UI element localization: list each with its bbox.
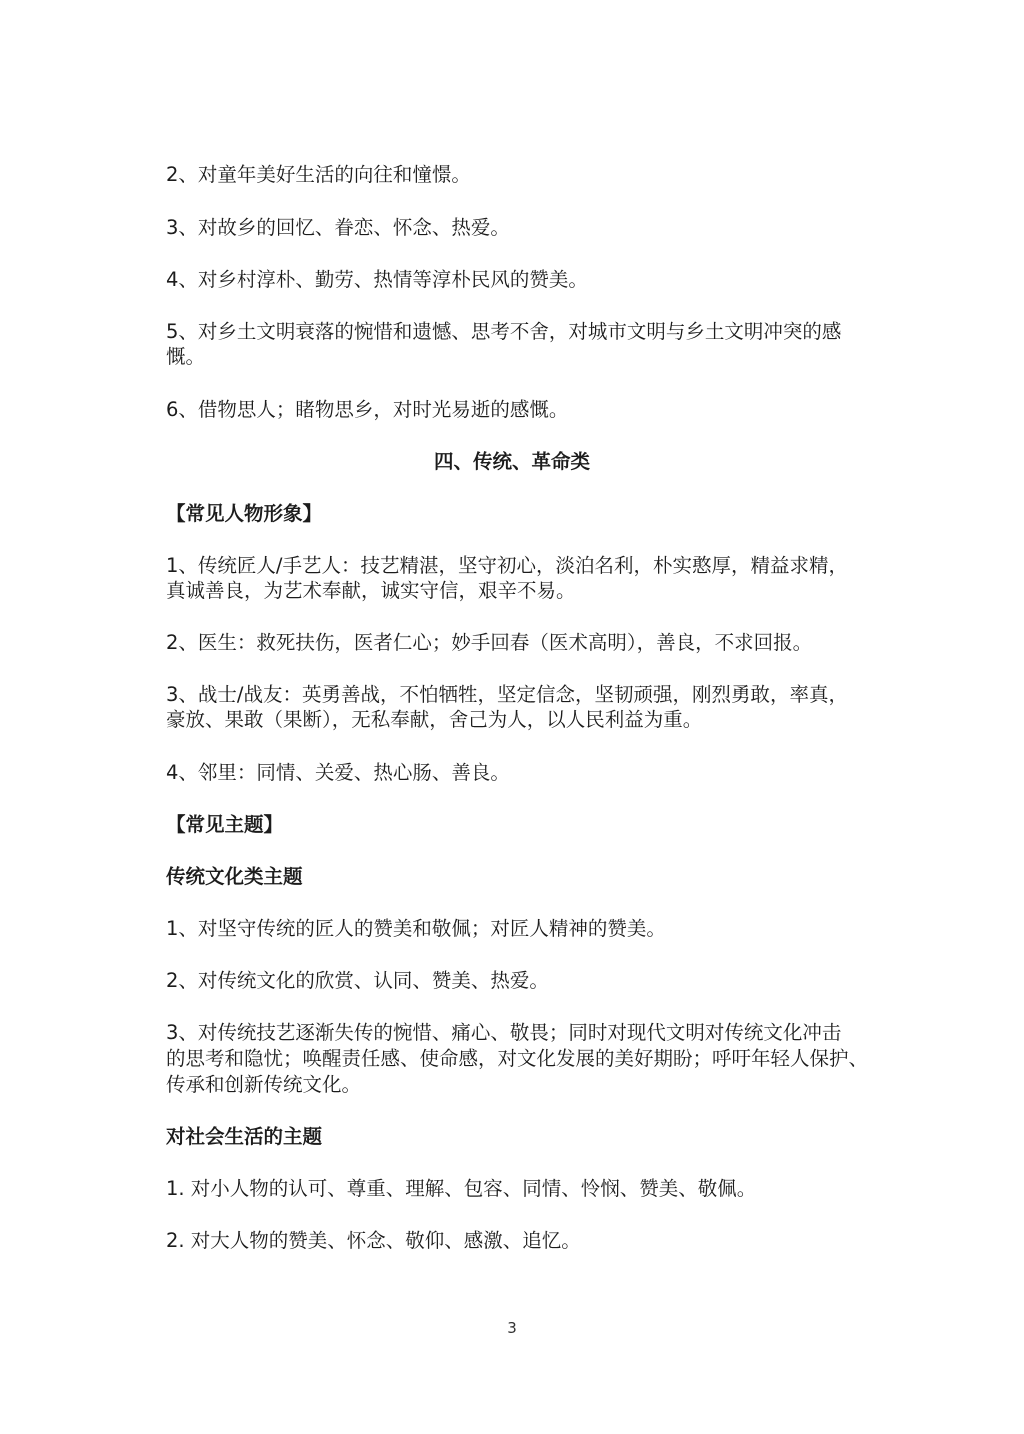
list-item: 4、邻里：同情、关爱、热心肠、善良。: [166, 761, 510, 784]
list-item-continuation: 慨。: [166, 345, 206, 368]
characters-heading: 【常见人物形象】: [166, 502, 323, 525]
page-number: 3: [507, 1319, 517, 1337]
list-item: 1、传统匠人/手艺人：技艺精湛，坚守初心，淡泊名利，朴实憨厚，精益求精，: [166, 554, 848, 577]
list-item: 2、医生：救死扶伤，医者仁心；妙手回春（医术高明），善良，不求回报。: [166, 631, 813, 654]
list-item: 1、对坚守传统的匠人的赞美和敬佩；对匠人精神的赞美。: [166, 917, 666, 940]
list-item: 3、对故乡的回忆、眷恋、怀念、热爱。: [166, 216, 510, 239]
list-item: 6、借物思人；睹物思乡，对时光易逝的感慨。: [166, 398, 569, 421]
list-item-continuation: 传承和创新传统文化。: [166, 1073, 362, 1096]
list-item-continuation: 豪放、果敢（果断），无私奉献，舍己为人，以人民利益为重。: [166, 708, 703, 731]
list-item: 2、对传统文化的欣赏、认同、赞美、热爱。: [166, 969, 549, 992]
list-item: 4、对乡村淳朴、勤劳、热情等淳朴民风的赞美。: [166, 268, 588, 291]
list-item: 2. 对大人物的赞美、怀念、敬仰、感激、追忆。: [166, 1229, 581, 1252]
list-item-continuation: 的思考和隐忧；唤醒责任感、使命感，对文化发展的美好期盼；呼吁年轻人保护、: [166, 1047, 869, 1070]
list-item: 3、战士/战友：英勇善战，不怕牺牲，坚定信念，坚韧顽强，刚烈勇敢，率真，: [166, 683, 848, 706]
list-item-continuation: 真诚善良，为艺术奉献，诚实守信，艰辛不易。: [166, 579, 576, 602]
list-item: 1. 对小人物的认可、尊重、理解、包容、同情、怜悯、赞美、敬佩。: [166, 1177, 757, 1200]
list-item: 5、对乡土文明衰落的惋惜和遗憾、思考不舍，对城市文明与乡土文明冲突的感: [166, 320, 842, 343]
subsection-heading-social-life: 对社会生活的主题: [166, 1125, 323, 1148]
themes-heading: 【常见主题】: [166, 813, 284, 836]
section-heading: 四、传统、革命类: [433, 450, 590, 473]
list-item: 3、对传统技艺逐渐失传的惋惜、痛心、敬畏；同时对现代文明对传统文化冲击: [166, 1021, 842, 1044]
list-item: 2、对童年美好生活的向往和憧憬。: [166, 163, 471, 186]
subsection-heading-traditional-culture: 传统文化类主题: [166, 865, 303, 888]
